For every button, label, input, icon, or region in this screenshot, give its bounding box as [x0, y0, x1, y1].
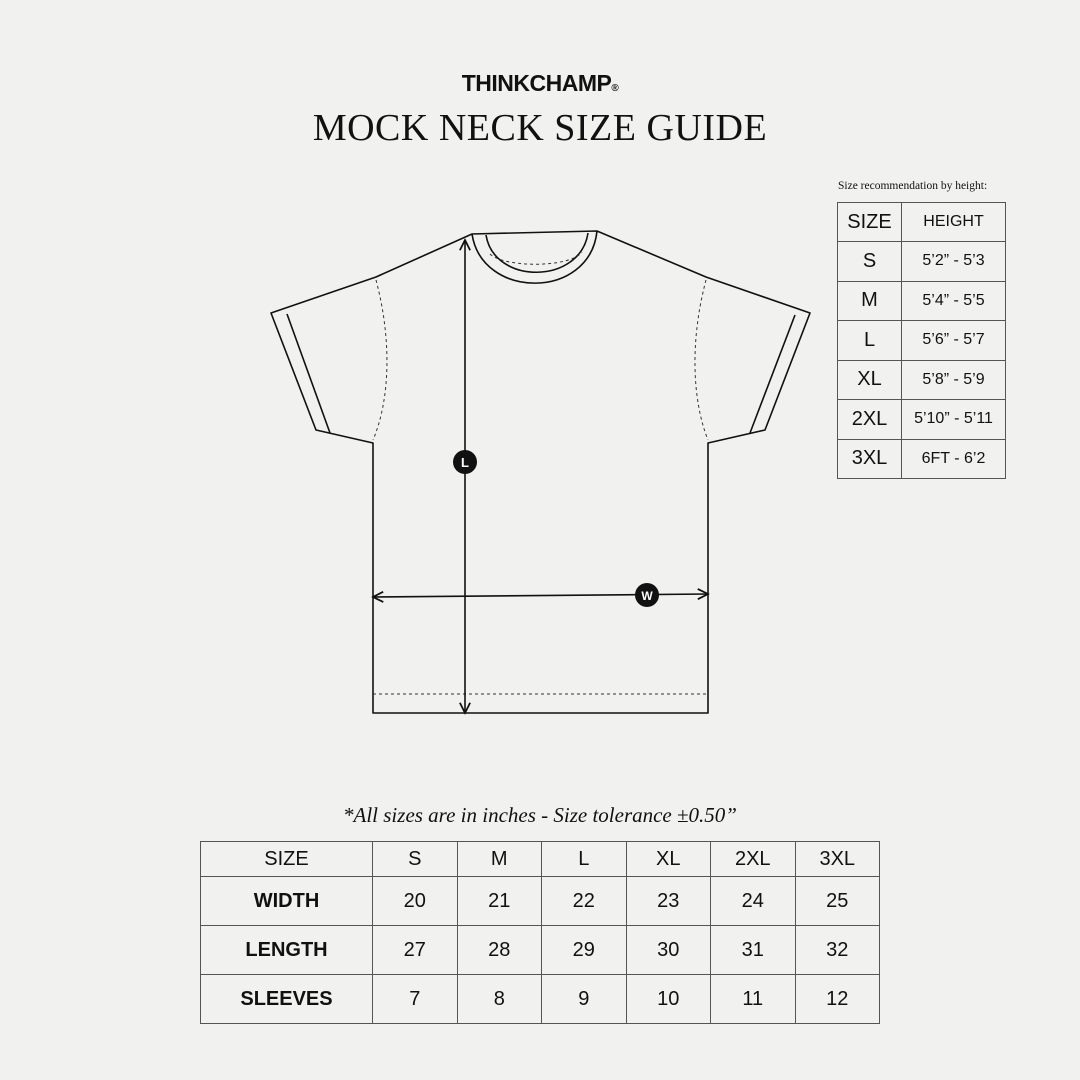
registered-mark: ® [611, 83, 619, 94]
length-marker [453, 450, 477, 474]
width-marker-label: W [641, 589, 653, 603]
height-guide-size: S [838, 242, 902, 282]
size-chart-cell: 29 [542, 926, 627, 975]
collar-inner [486, 233, 588, 272]
right-sleeve-cuff [750, 315, 795, 433]
size-chart-header-label: SIZE [201, 842, 373, 877]
width-marker [635, 583, 659, 607]
size-chart-cell: 31 [711, 926, 796, 975]
size-chart-cell: 24 [711, 877, 796, 926]
size-chart-row-label: SLEEVES [201, 975, 373, 1024]
height-guide-size: M [838, 281, 902, 321]
size-chart-row-label: WIDTH [201, 877, 373, 926]
brand-name: THINKCHAMP [461, 70, 612, 96]
size-chart-header-row [201, 842, 880, 877]
size-chart-header-size: S [373, 842, 458, 877]
size-chart-table [200, 841, 880, 1024]
size-chart-cell: 9 [542, 975, 627, 1024]
size-chart-header-size: M [457, 842, 542, 877]
page-title: MOCK NECK SIZE GUIDE [312, 107, 768, 149]
size-chart-cell: 8 [457, 975, 542, 1024]
size-chart-cell: 23 [626, 877, 711, 926]
size-chart-row-sleeves [201, 975, 880, 1024]
height-guide-size: XL [838, 360, 902, 400]
size-chart-cell: 21 [457, 877, 542, 926]
height-guide-header-height: HEIGHT [902, 203, 1006, 242]
left-armhole-seam [373, 280, 387, 440]
height-guide-table [837, 202, 1006, 479]
size-note: *All sizes are in inches - Size tolerance ±0.50” [343, 803, 737, 827]
size-chart-cell: 32 [795, 926, 880, 975]
length-marker-label: L [461, 455, 469, 470]
size-chart-cell: 12 [795, 975, 880, 1024]
size-chart-cell: 22 [542, 877, 627, 926]
size-chart-cell: 28 [457, 926, 542, 975]
height-guide-size: 3XL [838, 439, 902, 479]
height-guide-height: 5’2” - 5’3 [902, 242, 1006, 282]
size-chart-cell: 20 [373, 877, 458, 926]
height-guide-size: L [838, 321, 902, 361]
size-chart-row-label: LENGTH [201, 926, 373, 975]
size-chart-header-size: XL [626, 842, 711, 877]
height-guide-row [838, 400, 1006, 440]
size-chart-cell: 25 [795, 877, 880, 926]
height-guide-height: 5’8” - 5’9 [902, 360, 1006, 400]
height-guide-row [838, 360, 1006, 400]
tshirt-outline [271, 231, 810, 713]
brand-logo [0, 70, 1080, 97]
collar-outer [472, 231, 597, 283]
height-guide-size: 2XL [838, 400, 902, 440]
height-guide-row [838, 439, 1006, 479]
right-armhole-seam [695, 280, 708, 440]
size-chart-header-size: 3XL [795, 842, 880, 877]
height-guide-header-size: SIZE [838, 203, 902, 242]
height-guide-caption: Size recommendation by height: [838, 180, 988, 192]
size-chart-cell: 30 [626, 926, 711, 975]
height-guide-row [838, 242, 1006, 282]
size-chart-cell: 7 [373, 975, 458, 1024]
height-guide-header-row [838, 203, 1006, 242]
size-chart-cell: 27 [373, 926, 458, 975]
height-guide-height: 5’6” - 5’7 [902, 321, 1006, 361]
height-guide-height: 5’10” - 5’11 [902, 400, 1006, 440]
size-chart-header-size: L [542, 842, 627, 877]
tshirt-diagram [268, 225, 814, 719]
size-chart-row-width [201, 877, 880, 926]
height-guide-row [838, 281, 1006, 321]
size-chart-header-size: 2XL [711, 842, 796, 877]
size-chart-cell: 10 [626, 975, 711, 1024]
size-chart-cell: 11 [711, 975, 796, 1024]
height-guide-height: 5’4” - 5’5 [902, 281, 1006, 321]
height-guide-height: 6FT - 6’2 [902, 439, 1006, 479]
height-guide-row [838, 321, 1006, 361]
size-chart-row-length [201, 926, 880, 975]
